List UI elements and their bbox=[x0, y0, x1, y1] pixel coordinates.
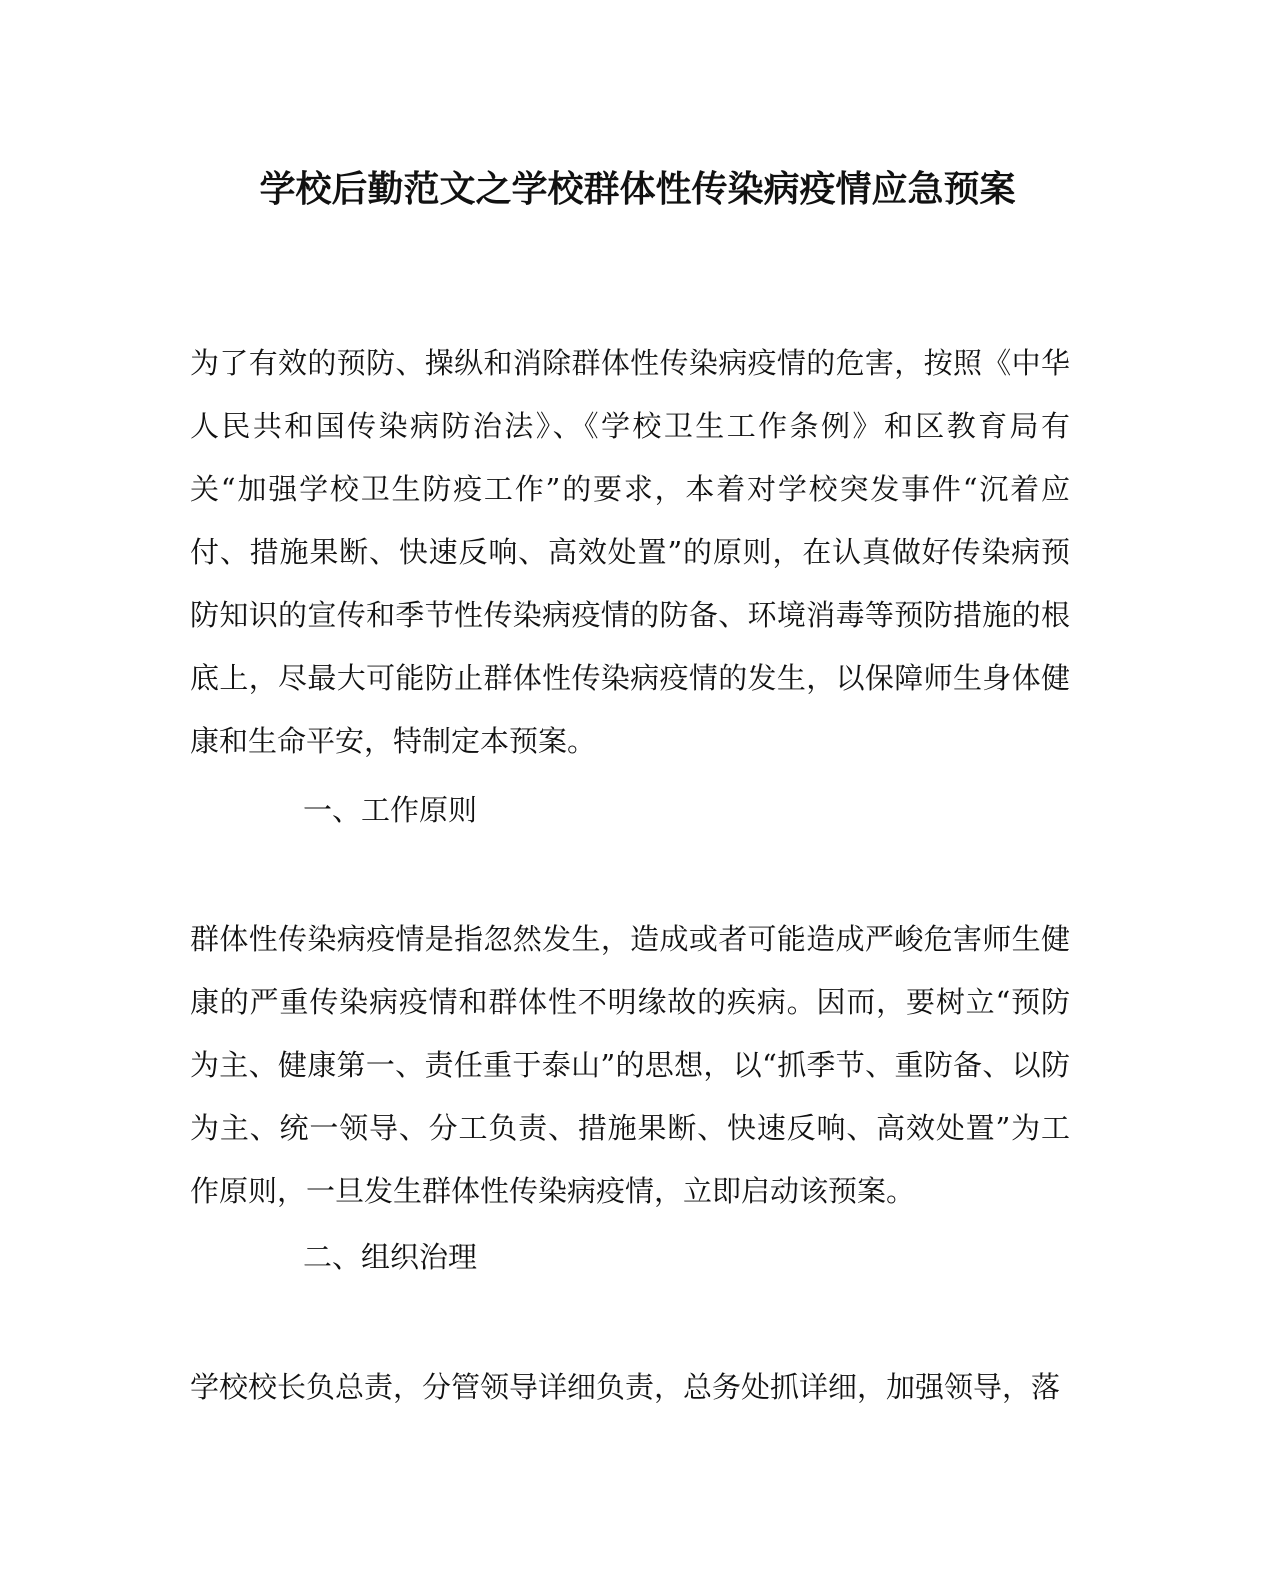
organization-paragraph: 学校校长负总责，分管领导详细负责，总务处抓详细，加强领导，落 bbox=[190, 1370, 1061, 1404]
work-principles-paragraph: 群体性传染病疫情是指忽然发生，造成或者可能造成严峻危害师生健康的严重传染病疫情和群体性不明缘故的疾病。因而，要树立“预防为主、健康第一、责任重于泰山”的思想，以“抓季节、重防备、以防为主、统一领导、分工负责、措施果断、快速反响、高效处置”为工作原则，一旦发生群体性传染病疫情，立即启动该预案。 bbox=[190, 922, 1070, 1208]
section-heading-organization: 二、组织治理 bbox=[303, 1240, 478, 1274]
section-heading-work-principles: 一、工作原则 bbox=[303, 793, 478, 827]
intro-paragraph: 为了有效的预防、操纵和消除群体性传染病疫情的危害，按照《中华人民共和国传染病防治法》、《学校卫生工作条例》和区教育局有关“加强学校卫生防疫工作”的要求，本着对学校突发事件“沉着应付、措施果断、快速反响、高效处置”的原则，在认真做好传染病预防知识的宣传和季节性传染病疫情的防备、环境消毒等预防措施的根底上，尽最大可能防止群体性传染病疫情的发生，以保障师生身体健康和生命平安，特制定本预案。 bbox=[190, 346, 1070, 758]
document-title: 学校后勤范文之学校群体性传染病疫情应急预案 bbox=[259, 168, 1016, 210]
